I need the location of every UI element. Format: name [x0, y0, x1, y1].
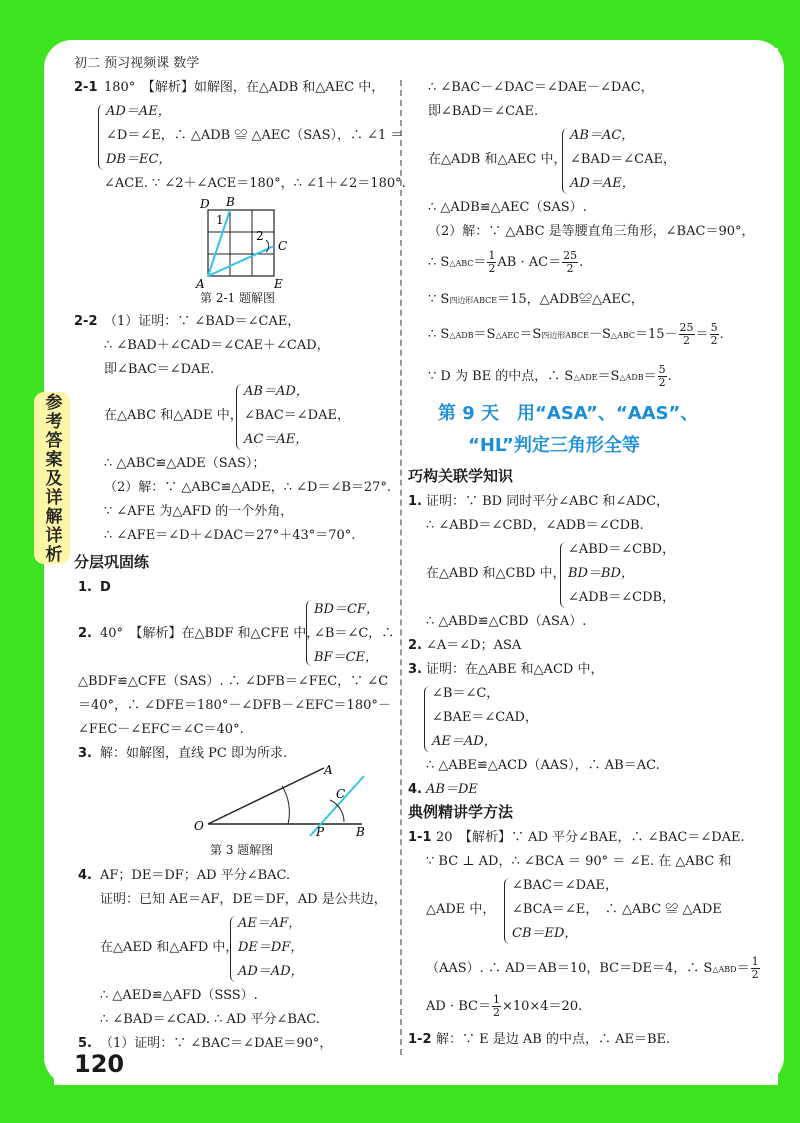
answer-2-2-cond: AC＝AE，	[244, 432, 309, 447]
text-run: ＝S	[519, 327, 542, 342]
figure-caption: 第 2-1 题解图	[200, 291, 275, 305]
question-number: 1.	[78, 580, 92, 595]
fraction	[487, 250, 496, 275]
answer-2-2-cond: ∠BAC＝∠DAE，	[244, 408, 350, 423]
answer-2-2-line: ∵ ∠AFE 为△AFD 的一个外角，	[104, 504, 294, 519]
text-run: （AAS）. ∴ AD＝AB＝10，BC＝DE＝4，∴ S	[426, 961, 713, 976]
answer-1: D	[100, 580, 111, 595]
solution-cond: ∠BAD＝∠CAE，	[570, 152, 676, 167]
answer-4-line: ∴ △AED≌△AFD（SSS）.	[100, 988, 258, 1003]
denominator: 2	[710, 334, 718, 347]
text-run: ＝S	[597, 369, 620, 384]
answer-2-2-line: ∴ △ABC≌△ADE（SAS）；	[104, 456, 266, 471]
subscript: △ADB	[449, 331, 474, 340]
answer-2-line: 40° 【解析】在△BDF 和△CFE 中，	[100, 626, 320, 641]
question-number: 3.	[78, 746, 92, 761]
question-number: 2.	[78, 626, 92, 641]
fraction	[562, 250, 578, 275]
numerator: 25	[563, 249, 578, 262]
answer-2-2-line: （1）证明：∵ ∠BAD＝∠CAE，	[104, 314, 301, 329]
knowledge-cond: ∠ADB＝∠CDB，	[568, 590, 676, 605]
fraction	[492, 994, 501, 1019]
fraction	[751, 956, 760, 981]
knowledge-cond: ∠BAE＝∠CAD，	[432, 710, 538, 725]
answer-2-1-line: ∠ACE. ∵ ∠2＋∠ACE＝180°，∴ ∠1＋∠2＝180°.	[104, 176, 406, 191]
method-line: 解：∵ E 是边 AB 的中点，∴ AE＝BE.	[436, 1032, 671, 1047]
solution-cond: AB＝AC，	[570, 128, 635, 143]
section-heading: 典例精讲学方法	[408, 803, 514, 821]
question-number: 3.	[408, 662, 422, 677]
fig21-label: 2	[256, 229, 264, 243]
solution-cond: AD＝AE，	[570, 176, 635, 191]
knowledge-cond: AE＝AD，	[432, 734, 497, 749]
right-column	[408, 0, 778, 1100]
answer-4-line: AF；DE＝DF；AD 平分∠BAC.	[100, 868, 291, 883]
solution-area-line: ∴ S△ABC＝ $\frac{1}{2}$ AB · AC＝ $\frac{25}{2}$ .	[428, 249, 584, 275]
answer-2-cond: BD＝CF，	[314, 602, 379, 617]
knowledge-answer-2: ∠A＝∠D；ASA	[426, 638, 522, 653]
method-line	[426, 994, 582, 1019]
fig3-label: C	[336, 787, 346, 801]
answer-2-cond: BF＝CE，	[314, 650, 379, 665]
brace	[98, 104, 105, 170]
solution-line: ∴ △ADB≌△AEC（SAS）.	[428, 200, 587, 215]
day-title: “HL”判定三角形全等	[468, 435, 640, 456]
fig3-label: P	[316, 825, 325, 838]
fig21-label: D	[200, 197, 210, 211]
numerator: 5	[658, 363, 666, 376]
answer-2-1-line: 180° 【解析】如解图，在△ADB 和△AEC 中，	[104, 80, 385, 95]
answer-2-2-number: 2-2	[74, 314, 98, 329]
method-cond: ∠BAC＝∠DAE，	[512, 878, 618, 893]
answer-2-1-cond: AD＝AE，	[106, 104, 171, 119]
numerator: 1	[492, 993, 500, 1006]
answer-2-2-line: （2）解：∵ △ABC≌△ADE，∴ ∠D＝∠B＝27°.	[104, 480, 392, 495]
answer-2-2-line: ∴ ∠BAD＋∠CAD＝∠CAE＋∠CAD，	[104, 338, 330, 353]
answer-2-2-line: 在△ABC 和△ADE 中，	[104, 408, 243, 423]
figure-3	[194, 760, 374, 838]
knowledge-cond: BD＝BD，	[568, 566, 634, 581]
solution-area-line: ∵ D 为 BE 的中点，∴ S△ADE＝S△ADB＝ $\frac{5}{2}$ .	[428, 363, 672, 389]
text-run: ×10×4＝20.	[501, 999, 583, 1014]
answer-2-line: △BDF≌△CFE（SAS）. ∴ ∠DFB＝∠FEC，∵ ∠C	[78, 674, 389, 689]
numerator: 25	[679, 321, 694, 334]
text-run: ∴ S	[428, 255, 450, 270]
page-number: 120	[74, 1050, 125, 1078]
denominator: 2	[683, 334, 691, 347]
answer-2-2-line: 即∠BAC＝∠DAE.	[104, 362, 215, 377]
figure-caption: 第 3 题解图	[210, 843, 274, 857]
text-run: ＝	[736, 961, 750, 976]
denominator: 2	[492, 1006, 500, 1019]
answer-4-cond: AD＝AD，	[238, 964, 304, 979]
fig21-label: B	[226, 196, 235, 209]
solution-area-line: ∴ S△ADB＝S△AEC＝S四边形ABCE－S△ABC＝15－ $\frac{25}{2}$ ＝ $\frac{5}{2}$ .	[428, 321, 724, 347]
question-number: 1-2	[408, 1032, 432, 1047]
method-line: 20 【解析】∵ AD 平分∠BAE，∴ ∠BAC＝∠DAE.	[436, 830, 745, 845]
fraction	[679, 322, 695, 347]
denominator: 2	[488, 262, 496, 275]
side-tab: 参考答案及详解详析	[34, 392, 70, 564]
question-number: 2.	[408, 638, 422, 653]
knowledge-line: ∴ △ABD≌△CBD（ASA）.	[426, 614, 587, 629]
answer-4-cond: DE＝DF，	[238, 940, 304, 955]
question-number: 4.	[78, 868, 92, 883]
page-header: 初二 预习视频课 数学	[74, 56, 200, 71]
subscript: 四边形ABCE	[541, 331, 590, 340]
answer-5-line: （1）证明：∵ ∠BAC＝∠DAE＝90°，	[100, 1036, 333, 1051]
figure-2-1	[194, 196, 294, 300]
knowledge-cond: ∠B＝∠C，	[432, 686, 500, 701]
subscript: 四边形ABCE	[449, 296, 498, 305]
text-run: －S	[589, 327, 611, 342]
answer-2-2-line: ∴ ∠AFE＝∠D＋∠DAC＝27°＋43°＝70°.	[104, 528, 356, 543]
section-heading: 巧构关联学知识	[408, 467, 514, 485]
answer-2-1-cond: DB＝EC，	[106, 152, 172, 167]
knowledge-answer-4: AB＝DE	[426, 782, 478, 797]
fig21-label: C	[278, 239, 288, 253]
text-run: ＝	[695, 327, 709, 342]
brace	[424, 686, 431, 752]
denominator: 2	[751, 968, 759, 981]
answer-2-line: ＝40°，∴ ∠DFE＝180°－∠DFB－∠EFC＝180°－	[78, 698, 391, 713]
solution-line: 在△ADB 和△AEC 中，	[428, 152, 567, 167]
brace	[504, 878, 511, 944]
section-heading: 分层巩固练	[74, 553, 150, 571]
answer-4-line: 在△AED 和△AFD 中，	[100, 940, 239, 955]
method-line: ∵ BC ⊥ AD，∴ ∠BCA ＝ 90° ＝ ∠E. 在 △ABC 和	[426, 854, 732, 869]
subscript: △ADE	[573, 373, 598, 382]
method-cond: CB＝ED，	[512, 926, 578, 941]
fig3-label: A	[324, 763, 333, 777]
question-number: 1-1	[408, 830, 432, 845]
fig21-label: 1	[216, 213, 224, 227]
subscript: △ABC	[449, 259, 474, 268]
answer-4-line: 证明：已知 AE＝AF，DE＝DF，AD 是公共边，	[100, 892, 387, 907]
text-run: AB · AC＝	[497, 255, 562, 270]
knowledge-line: 证明：在△ABE 和△ACD 中，	[426, 662, 604, 677]
numerator: 1	[488, 249, 496, 262]
answer-2-1-cond: ∠D＝∠E，∴ △ADB ≌ △AEC（SAS），∴ ∠1 ＝	[106, 128, 404, 143]
text-run: ＝	[643, 369, 657, 384]
answer-2-line: ∠FEC－∠EFC＝∠C＝40°.	[78, 722, 244, 737]
answer-2-cond: ∠B＝∠C，∴	[314, 626, 395, 641]
knowledge-line: ∴ ∠ABD＝∠CBD，∠ADB＝∠CDB.	[426, 518, 644, 533]
answer-3: 解：如解图，直线 PC 即为所求.	[100, 746, 288, 761]
method-line: △ADE 中，	[426, 902, 496, 917]
knowledge-line: ∴ △ABE≌△ACD（AAS），∴ AB＝AC.	[426, 758, 660, 773]
text-run: ∵ S	[428, 292, 450, 307]
subscript: △ADB	[619, 373, 644, 382]
text-run: ∴ S	[428, 327, 450, 342]
fig3-label: O	[194, 819, 204, 833]
answer-4-line: ∴ ∠BAD＝∠CAD. ∴ AD 平分∠BAC.	[100, 1012, 320, 1027]
fraction	[658, 364, 667, 389]
solution-area-line	[428, 288, 644, 313]
left-column	[74, 0, 406, 1100]
text-run: AD · BC＝	[426, 999, 491, 1014]
fig3-label: B	[356, 825, 365, 838]
day-title: 第 9 天 用“ASA”、“AAS”、	[438, 403, 699, 424]
denominator: 2	[566, 262, 574, 275]
answer-4-cond: AE＝AF，	[238, 916, 302, 931]
subscript: △AEC	[495, 331, 520, 340]
denominator: 2	[658, 376, 666, 389]
solution-line: （2）解：∵ △ABC 是等腰直角三角形，∠BAC＝90°，	[428, 224, 755, 239]
subscript: △ABD	[712, 965, 737, 974]
text-run: ＝15，△ADB≌△AEC，	[497, 292, 644, 307]
answer-2-2-cond: AB＝AD，	[244, 384, 309, 399]
subscript: △ABC	[610, 331, 635, 340]
answer-2-1-number: 2-1	[74, 80, 98, 95]
fig21-label: E	[274, 277, 283, 291]
question-number: 4.	[408, 782, 422, 797]
knowledge-line: 证明：∵ BD 同时平分∠ABC 和∠ADC，	[426, 494, 670, 509]
text-run: ＝15－	[635, 327, 678, 342]
solution-line: ∴ ∠BAC－∠DAC＝∠DAE－∠DAC，	[428, 80, 654, 95]
solution-line: 即∠BAD＝∠CAE.	[428, 104, 539, 119]
numerator: 1	[751, 955, 759, 968]
knowledge-line: 在△ABD 和△CBD 中，	[426, 566, 566, 581]
question-number: 5.	[78, 1036, 92, 1051]
fig21-label: A	[196, 277, 205, 291]
question-number: 1.	[408, 494, 422, 509]
knowledge-cond: ∠ABD＝∠CBD，	[568, 542, 676, 557]
text-run: ＝S	[473, 327, 496, 342]
numerator: 5	[710, 321, 718, 334]
column-divider	[400, 80, 402, 1055]
text-run: ∵ D 为 BE 的中点，∴ S	[428, 369, 574, 384]
fraction	[710, 322, 719, 347]
method-cond: ∠BCA＝∠E， ∴ △ABC ≌ △ADE	[512, 902, 722, 917]
method-line	[426, 956, 761, 982]
text-run: ＝	[473, 255, 487, 270]
